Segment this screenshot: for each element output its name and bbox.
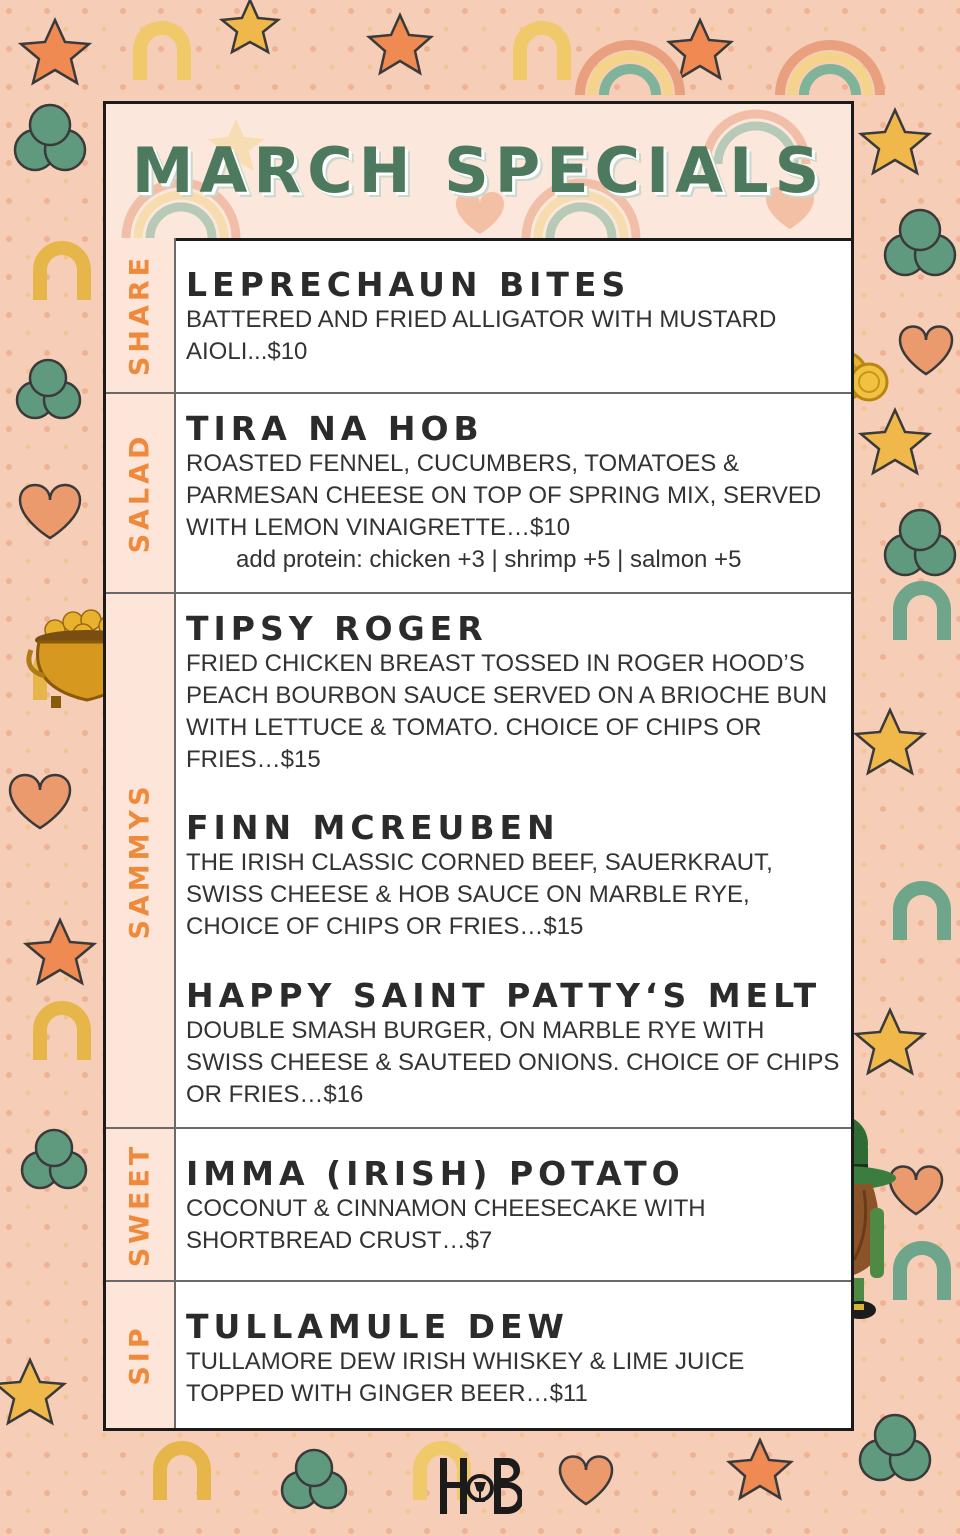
item-name: TULLAMULE DEW <box>186 1307 569 1346</box>
section-label-box <box>106 1282 176 1428</box>
item-name: IMMA (IRISH) POTATO <box>186 1154 685 1193</box>
item-description: DOUBLE SMASH BURGER, ON MARBLE RYE WITH SWISS CHEESE & SAUTEED ONIONS. CHOICE OF CHIPS OR FRIES…$16 <box>186 1017 840 1108</box>
menu-item-tira-na-hob <box>186 410 846 576</box>
menu-item-tullamule-dew <box>186 1308 806 1410</box>
section-label-box <box>106 394 176 592</box>
title-banner <box>106 104 851 241</box>
section-sammys <box>106 594 851 1129</box>
section-share <box>106 238 851 394</box>
section-label-share: SHARE <box>124 253 156 377</box>
item-name: LEPRECHAUN BITES <box>186 265 631 304</box>
page-title: MARCH SPECIALS <box>131 134 826 207</box>
item-description: BATTERED AND FRIED ALLIGATOR WITH MUSTARD AIOLI...$10 <box>186 306 777 365</box>
item-description: FRIED CHICKEN BREAST TOSSED IN ROGER HOOD’S PEACH BOURBON SAUCE SERVED ON A BRIOCHE BUN WITH LETTUCE & TOMATO. CHOICE OF CHIPS OR FRIES…$15 <box>186 650 828 773</box>
section-label-box <box>106 594 176 1127</box>
section-label-box <box>106 1129 176 1280</box>
item-description: ROASTED FENNEL, CUCUMBERS, TOMATOES & PARMESAN CHEESE ON TOP OF SPRING MIX, SERVED WITH LEMON VINAIGRETTE…$10 <box>186 450 822 541</box>
item-description: TULLAMORE DEW IRISH WHISKEY & LIME JUICE TOPPED WITH GINGER BEER…$11 <box>186 1348 745 1407</box>
section-label-box <box>106 238 176 392</box>
menu-item-leprechaun-bites <box>186 266 846 368</box>
item-description: THE IRISH CLASSIC CORNED BEEF, SAUERKRAUT, SWISS CHEESE & HOB SAUCE ON MARBLE RYE, CHOICE OF CHIPS OR FRIES…$15 <box>186 849 773 940</box>
menu-card <box>103 101 854 1431</box>
menu-item-happy-saint-pattys-melt <box>186 977 846 1111</box>
menu-item-finn-mcreuben <box>186 809 846 943</box>
section-sweet <box>106 1129 851 1282</box>
section-salad <box>106 394 851 594</box>
section-label-sweet: SWEET <box>124 1142 156 1267</box>
item-addon: add protein: chicken +3 | shrimp +5 | salmon +5 <box>236 546 742 573</box>
section-label-sip: SIP <box>124 1324 156 1386</box>
menu-item-tipsy-roger <box>186 610 846 776</box>
item-name: TIRA NA HOB <box>186 409 484 448</box>
item-name: HAPPY SAINT PATTY‘S MELT <box>186 976 822 1015</box>
section-label-sammys: SAMMYS <box>124 781 156 940</box>
menu-item-imma-irish-potato <box>186 1155 746 1257</box>
item-name: FINN MCREUBEN <box>186 808 560 847</box>
hob-logo <box>438 1456 522 1516</box>
item-description: COCONUT & CINNAMON CHEESECAKE WITH SHORTBREAD CRUST…$7 <box>186 1195 706 1254</box>
item-name: TIPSY ROGER <box>186 609 488 648</box>
section-label-salad: SALAD <box>124 432 156 554</box>
section-sip <box>106 1282 851 1428</box>
